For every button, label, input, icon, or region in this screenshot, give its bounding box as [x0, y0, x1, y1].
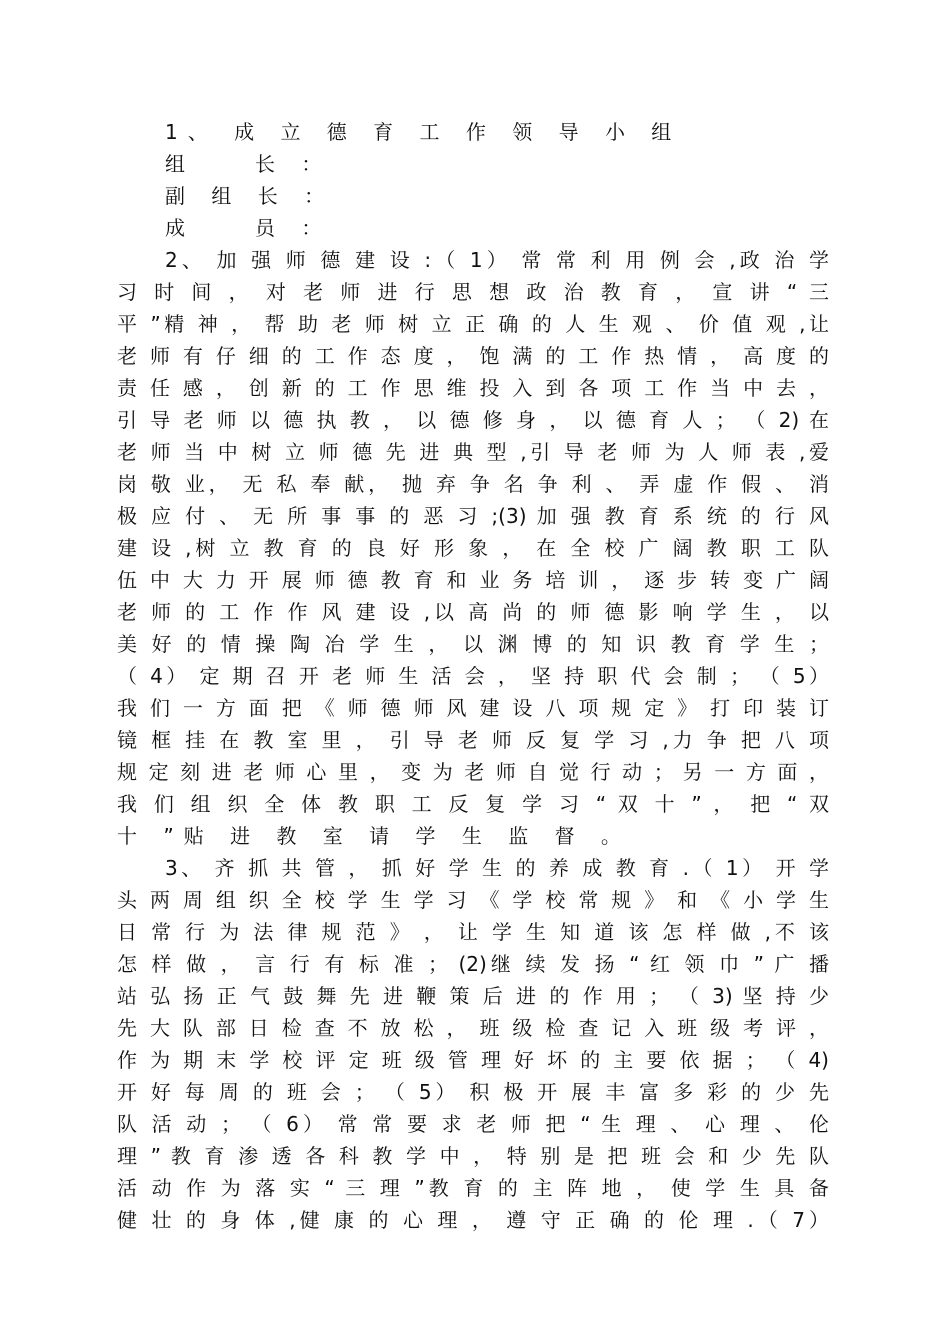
paragraph-line: 怎 样 做 ， 言 行 有 标 准 ； (2)继 续 发 扬 “ 红 领 巾 ” 广 播	[117, 952, 829, 976]
paragraph-line: 2、 加 强 师 德 建 设 :（ 1） 常 常 利 用 例 会 ,政 治 学	[165, 248, 829, 272]
paragraph-line: 极 应 付 、 无 所 事 事 的 恶 习 ;(3) 加 强 教 育 系 统 的 行 风	[117, 504, 829, 528]
paragraph-line: 规 定 刻 进 老 师 心 里 ， 变 为 老 师 自 觉 行 动 ； 另 一 方 面 ，	[117, 760, 829, 784]
paragraph-line: 理 ” 教 育 渗 透 各 科 教 学 中 ， 特 别 是 把 班 会 和 少 先 队	[117, 1144, 829, 1168]
paragraph-line: 老 师 有 仔 细 的 工 作 态 度 ， 饱 满 的 工 作 热 情 ， 高 度 的	[117, 344, 829, 368]
paragraph-line: 责 任 感 ， 创 新 的 工 作 思 维 投 入 到 各 项 工 作 当 中 去 ，	[117, 376, 829, 400]
paragraph-line: 老 师 的 工 作 作 风 建 设 ,以 高 尚 的 师 德 影 响 学 生 ， 以	[117, 600, 829, 624]
paragraph-line: 队 活 动 ； （ 6） 常 常 要 求 老 师 把 “ 生 理 、 心 理 、 伦	[117, 1112, 829, 1136]
deputy-leader-line: 副 组 长 ：	[165, 184, 335, 208]
paragraph-line: 习 时 间 ， 对 老 师 进 行 思 想 政 治 教 育 ， 宣 讲 “ 三	[117, 280, 829, 304]
paragraph-line: 活 动 作 为 落 实 “ 三 理 ”教 育 的 主 阵 地 ， 使 学 生 具 备	[117, 1176, 829, 1200]
paragraph-line: 先 大 队 部 日 检 查 不 放 松 ， 班 级 检 查 记 入 班 级 考 评 ，	[117, 1016, 829, 1040]
paragraph-line: （ 4） 定 期 召 开 老 师 生 活 会 ， 坚 持 职 代 会 制 ； （ 5）	[117, 664, 829, 688]
student-habits-paragraph	[117, 852, 829, 1236]
paragraph-line: 健 壮 的 身 体 ,健 康 的 心 理 ， 遵 守 正 确 的 伦 理 .（ 7）	[117, 1208, 829, 1232]
paragraph-line: 岗 敬 业， 无 私 奉 献， 抛 弃 争 名 争 利 、 弄 虚 作 假 、 消	[117, 472, 829, 496]
paragraph-line: 老 师 当 中 树 立 师 德 先 进 典 型 ,引 导 老 师 为 人 师 表 ,爱	[117, 440, 829, 464]
paragraph-line: 我 们 一 方 面 把 《 师 德 师 风 建 设 八 项 规 定 》 打 印 装 订	[117, 696, 829, 720]
paragraph-line: 十 ”贴 进 教 室 请 学 生 监 督 。	[117, 824, 631, 848]
document-body	[117, 116, 829, 1236]
section-heading-1: 1、 成 立 德 育 工 作 领 导 小 组	[165, 120, 682, 144]
paragraph-line: 开 好 每 周 的 班 会 ； （ 5） 积 极 开 展 丰 富 多 彩 的 少 先	[117, 1080, 829, 1104]
leadership-group-section	[117, 116, 829, 244]
paragraph-line: 美 好 的 情 操 陶 冶 学 生 ， 以 渊 博 的 知 识 教 育 学 生 ；	[117, 632, 829, 656]
paragraph-line: 日 常 行 为 法 律 规 范 》 ， 让 学 生 知 道 该 怎 样 做 ,不 该	[117, 920, 829, 944]
paragraph-line: 建 设 ,树 立 教 育 的 良 好 形 象 ， 在 全 校 广 阔 教 职 工 队	[117, 536, 829, 560]
teacher-ethics-paragraph	[117, 244, 829, 852]
paragraph-line: 平 ”精 神 ， 帮 助 老 师 树 立 正 确 的 人 生 观 、 价 值 观 ,让	[117, 312, 829, 336]
paragraph-line: 引 导 老 师 以 德 执 教 ， 以 德 修 身 ， 以 德 育 人 ； （ 2) 在	[117, 408, 829, 432]
paragraph-line: 我 们 组 织 全 体 教 职 工 反 复 学 习 “ 双 十 ” ， 把 “ 双	[117, 792, 829, 816]
paragraph-line: 站 弘 扬 正 气 鼓 舞 先 进 鞭 策 后 进 的 作 用 ； （ 3) 坚 持 少	[117, 984, 829, 1008]
paragraph-line: 作 为 期 末 学 校 评 定 班 级 管 理 好 坏 的 主 要 依 据 ； （ 4)	[117, 1048, 829, 1072]
paragraph-line: 头 两 周 组 织 全 校 学 生 学 习 《 学 校 常 规 》 和 《 小 学 生	[117, 888, 829, 912]
paragraph-line: 伍 中 大 力 开 展 师 德 教 育 和 业 务 培 训 ， 逐 步 转 变 广 阔	[117, 568, 829, 592]
paragraph-line: 镜 框 挂 在 教 室 里 ， 引 导 老 师 反 复 学 习 ,力 争 把 八 项	[117, 728, 829, 752]
group-leader-line: 组 长 ：	[165, 152, 332, 176]
paragraph-line: 3、 齐 抓 共 管 ， 抓 好 学 生 的 养 成 教 育 .（ 1） 开 学	[165, 856, 829, 880]
members-line: 成 员 ：	[165, 216, 332, 240]
